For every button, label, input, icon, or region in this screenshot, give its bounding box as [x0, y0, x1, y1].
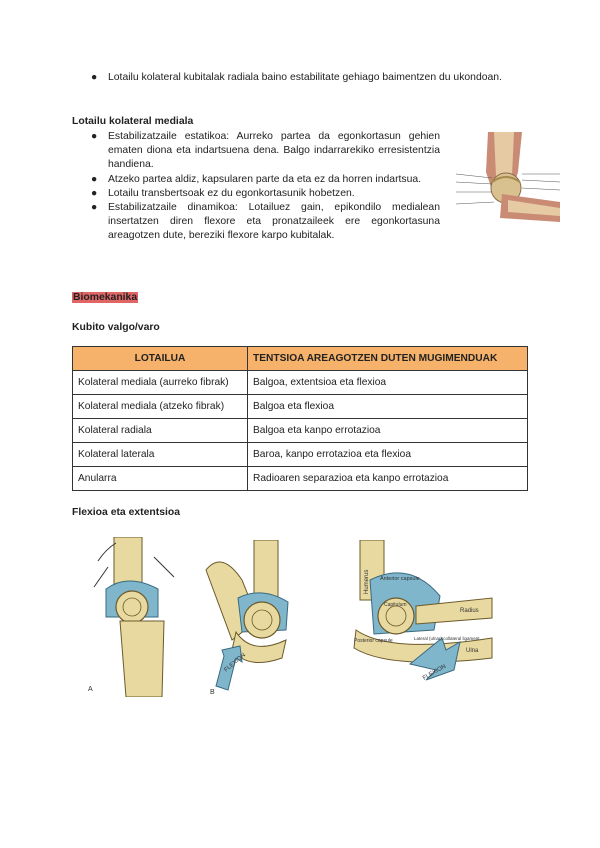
table-cell: Balgoa, extentsioa eta flexioa — [248, 371, 528, 395]
section-heading-biomekanika: Biomekanika — [73, 292, 138, 303]
table-cell: Baroa, kanpo errotazioa eta flexioa — [248, 443, 528, 467]
section-heading-kubito: Kubito valgo/varo — [72, 322, 160, 333]
table-row — [73, 419, 528, 443]
figure-c-capitulum: Capitulum — [384, 602, 407, 608]
figure-c-arrow-label: FLEXION — [422, 663, 448, 682]
figure-c-lateral: Lateral (ulnar) collateral ligament — [414, 636, 480, 641]
table-cell: Kolateral laterala — [73, 443, 248, 467]
list-item: ● Estabilizatzaile dinamikoa: Lotailuez gain, epikondilo medialean insertatzen diren flexore eta pronatzaileek ere egonkortasuna areagotzen dute, bereziki flexore karpo kubitalak. — [91, 202, 440, 242]
figure-b-label: B — [210, 689, 215, 696]
elbow-figure-b — [202, 540, 310, 700]
list-item: ● Estabilizatzaile estatikoa: Aurreko partea da egonkortasun gehien ematen diona eta indartsuena dena. Balgo indarrarekiko erresistentzia handiena. — [91, 131, 440, 171]
table-header-cell: TENTSIOA AREAGOTZEN DUTEN MUGIMENDUAK — [248, 347, 528, 371]
table-cell: Kolateral mediala (aurreko fibrak) — [73, 371, 248, 395]
list-item: ● Lotailu transbertsoak ez du egonkortasunik hobetzen. — [91, 187, 355, 199]
elbow-figure-a — [84, 537, 196, 697]
table-cell: Radioaren separazioa eta kanpo errotazioa — [248, 467, 528, 491]
elbow-figure-c — [350, 540, 500, 700]
figure-c-ulna: Ulna — [466, 648, 479, 654]
table-row — [73, 443, 528, 467]
elbow-anatomy-image — [452, 132, 564, 228]
table-cell: Kolateral radiala — [73, 419, 248, 443]
table-row — [73, 371, 528, 395]
table-header-cell: LOTAILUA — [73, 347, 248, 371]
intro-list — [91, 71, 526, 85]
list-item: ● Lotailu kolateral kubitalak radiala baino estabilitate gehiago baimentzen du ukondoan. — [91, 72, 502, 83]
table-row — [73, 467, 528, 491]
section-heading-medial: Lotailu kolateral mediala — [72, 116, 194, 127]
figure-c-anterior: Anterior capsule — [380, 576, 420, 582]
table-cell: Anularra — [73, 467, 248, 491]
table-cell: Balgoa eta kanpo errotazioa — [248, 419, 528, 443]
table-header-row — [73, 347, 528, 371]
ligament-table — [72, 346, 528, 491]
list-item: ● Atzeko partea aldiz, kapsularen parte da eta ez da horren indartsua. — [91, 173, 422, 185]
table-row — [73, 395, 528, 419]
medial-list — [91, 130, 440, 244]
table-cell: Kolateral mediala (atzeko fibrak) — [73, 395, 248, 419]
figure-c-posterior: Posterior capsule — [354, 638, 393, 644]
figure-c-humerus: Humerus — [364, 569, 370, 594]
figure-a-label: A — [88, 686, 93, 693]
table-cell: Balgoa eta flexioa — [248, 395, 528, 419]
figure-c-radius: Radius — [460, 608, 479, 614]
figure-b-arrow-label: FLEXION — [223, 652, 247, 674]
section-heading-flexioa: Flexioa eta extentsioa — [72, 507, 180, 518]
